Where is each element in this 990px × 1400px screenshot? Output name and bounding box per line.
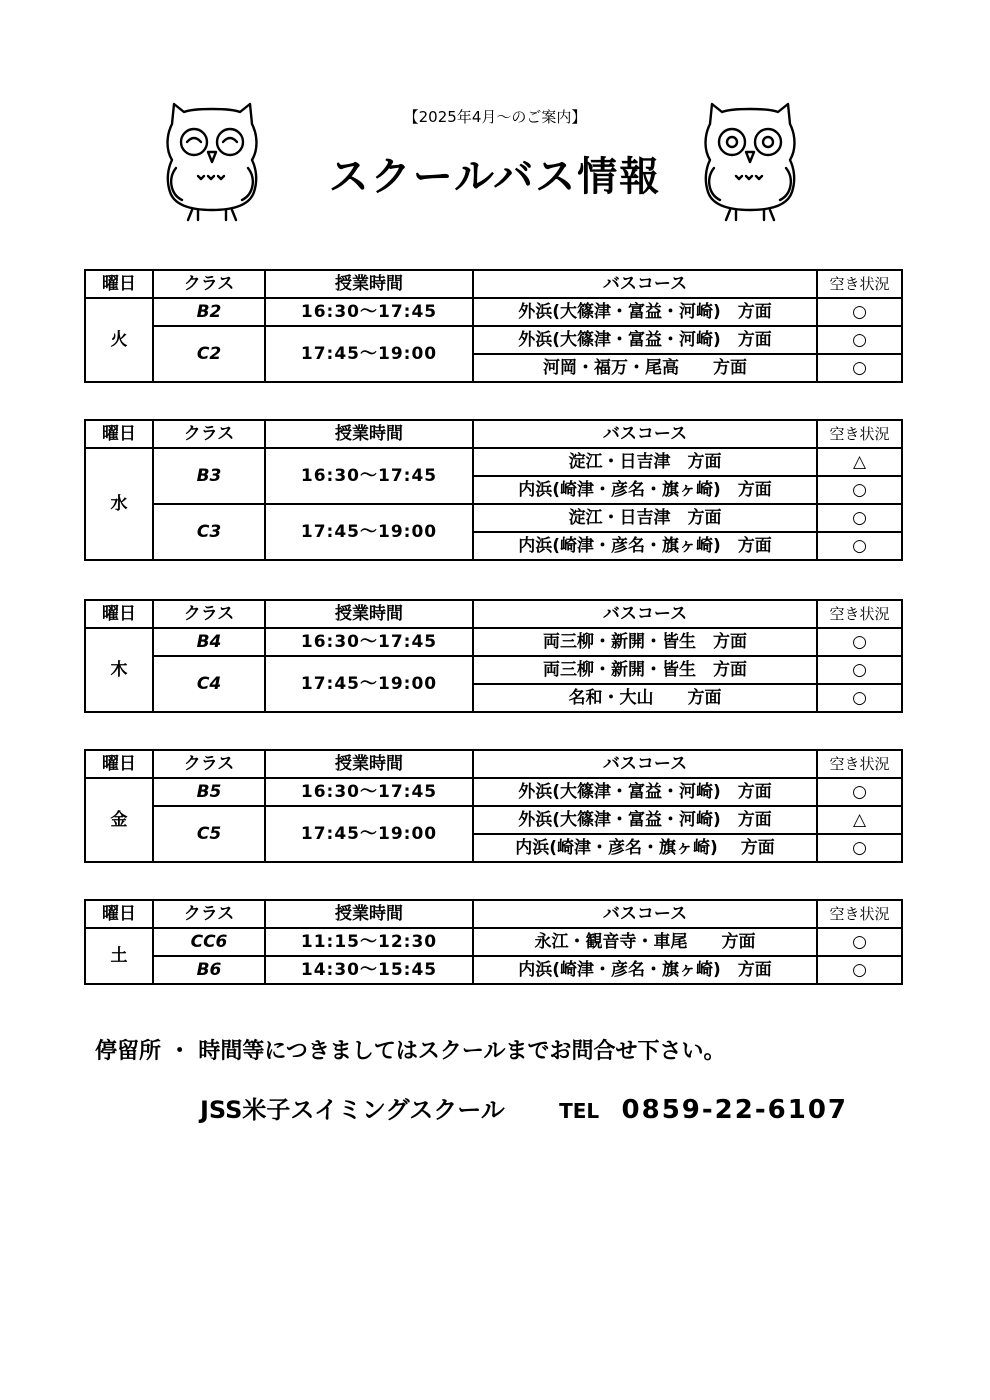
tel-label: TEL — [559, 1099, 600, 1123]
header-day: 曜日 — [85, 420, 153, 448]
course-cell: 外浜(大篠津・富益・河崎) 方面 — [473, 806, 817, 834]
footer — [200, 1090, 848, 1125]
class-cell: CC6 — [153, 928, 265, 956]
table-header-row — [85, 750, 902, 778]
course-cell: 内浜(崎津・彦名・旗ヶ崎) 方面 — [473, 834, 817, 862]
schedule-table-saturday — [84, 899, 903, 985]
status-cell: ○ — [817, 326, 902, 354]
header-status: 空き状況 — [817, 750, 902, 778]
table-row — [85, 448, 902, 476]
class-cell: C3 — [153, 504, 265, 560]
class-cell: B2 — [153, 298, 265, 326]
owl-left-illustration — [162, 102, 262, 222]
table-row — [85, 928, 902, 956]
header-class: クラス — [153, 270, 265, 298]
status-cell: ○ — [817, 928, 902, 956]
time-cell: 16:30～17:45 — [265, 298, 473, 326]
time-cell: 17:45～19:00 — [265, 326, 473, 382]
time-cell: 14:30～15:45 — [265, 956, 473, 984]
table-row — [85, 298, 902, 326]
class-cell: C2 — [153, 326, 265, 382]
status-cell: ○ — [817, 354, 902, 382]
schedule-table-wednesday — [84, 419, 903, 561]
time-cell: 16:30～17:45 — [265, 628, 473, 656]
header-status: 空き状況 — [817, 900, 902, 928]
header-time: 授業時間 — [265, 270, 473, 298]
header-class: クラス — [153, 420, 265, 448]
course-cell: 内浜(崎津・彦名・旗ヶ崎) 方面 — [473, 476, 817, 504]
status-cell: ○ — [817, 532, 902, 560]
table-header-row — [85, 600, 902, 628]
header-status: 空き状況 — [817, 270, 902, 298]
owl-right-illustration — [700, 102, 800, 222]
header-time: 授業時間 — [265, 600, 473, 628]
status-cell: ○ — [817, 684, 902, 712]
class-cell: B6 — [153, 956, 265, 984]
table-header-row — [85, 420, 902, 448]
page-title: スクールバス情報 — [328, 154, 662, 200]
table-row — [85, 956, 902, 984]
status-cell: ○ — [817, 778, 902, 806]
status-cell: ○ — [817, 656, 902, 684]
header-time: 授業時間 — [265, 900, 473, 928]
status-cell: ○ — [817, 504, 902, 532]
status-cell: △ — [817, 806, 902, 834]
course-cell: 永江・観音寺・車尾 方面 — [473, 928, 817, 956]
table-header-row — [85, 270, 902, 298]
header-course: バスコース — [473, 600, 817, 628]
status-cell: ○ — [817, 298, 902, 326]
course-cell: 内浜(崎津・彦名・旗ヶ崎) 方面 — [473, 956, 817, 984]
header-status: 空き状況 — [817, 600, 902, 628]
time-cell: 16:30～17:45 — [265, 448, 473, 504]
table-row — [85, 806, 902, 834]
table-row — [85, 778, 902, 806]
class-cell: B5 — [153, 778, 265, 806]
course-cell: 外浜(大篠津・富益・河崎) 方面 — [473, 326, 817, 354]
header-time: 授業時間 — [265, 420, 473, 448]
course-cell: 両三柳・新開・皆生 方面 — [473, 656, 817, 684]
table-row — [85, 504, 902, 532]
header-course: バスコース — [473, 420, 817, 448]
class-cell: C4 — [153, 656, 265, 712]
table-row — [85, 628, 902, 656]
schedule-table-tuesday — [84, 269, 903, 383]
course-cell: 内浜(崎津・彦名・旗ヶ崎) 方面 — [473, 532, 817, 560]
time-cell: 17:45～19:00 — [265, 806, 473, 862]
table-header-row — [85, 900, 902, 928]
class-cell: C5 — [153, 806, 265, 862]
header-status: 空き状況 — [817, 420, 902, 448]
course-cell: 両三柳・新開・皆生 方面 — [473, 628, 817, 656]
time-cell: 17:45～19:00 — [265, 656, 473, 712]
day-cell: 土 — [85, 928, 153, 984]
course-cell: 河岡・福万・尾高 方面 — [473, 354, 817, 382]
header-day: 曜日 — [85, 750, 153, 778]
course-cell: 淀江・日吉津 方面 — [473, 448, 817, 476]
status-cell: △ — [817, 448, 902, 476]
header-course: バスコース — [473, 270, 817, 298]
header-time: 授業時間 — [265, 750, 473, 778]
course-cell: 外浜(大篠津・富益・河崎) 方面 — [473, 778, 817, 806]
subtitle: 【2025年4月～のご案内】 — [403, 108, 587, 126]
class-cell: B3 — [153, 448, 265, 504]
schedule-table-thursday — [84, 599, 903, 713]
time-cell: 16:30～17:45 — [265, 778, 473, 806]
header-class: クラス — [153, 900, 265, 928]
day-cell: 水 — [85, 448, 153, 560]
header-class: クラス — [153, 750, 265, 778]
status-cell: ○ — [817, 628, 902, 656]
day-cell: 火 — [85, 298, 153, 382]
status-cell: ○ — [817, 956, 902, 984]
status-cell: ○ — [817, 476, 902, 504]
header-course: バスコース — [473, 750, 817, 778]
course-cell: 外浜(大篠津・富益・河崎) 方面 — [473, 298, 817, 326]
header-day: 曜日 — [85, 270, 153, 298]
header-day: 曜日 — [85, 600, 153, 628]
header-day: 曜日 — [85, 900, 153, 928]
header-class: クラス — [153, 600, 265, 628]
day-cell: 木 — [85, 628, 153, 712]
day-cell: 金 — [85, 778, 153, 862]
class-cell: B4 — [153, 628, 265, 656]
contact-notice: 停留所 ・ 時間等につきましてはスクールまでお問合せ下さい。 — [95, 1039, 726, 1064]
time-cell: 11:15～12:30 — [265, 928, 473, 956]
time-cell: 17:45～19:00 — [265, 504, 473, 560]
schedule-table-friday — [84, 749, 903, 863]
table-row — [85, 326, 902, 354]
tel-number: 0859-22-6107 — [621, 1095, 849, 1125]
header-course: バスコース — [473, 900, 817, 928]
school-name: JSS米子スイミングスクール — [200, 1096, 505, 1124]
status-cell: ○ — [817, 834, 902, 862]
course-cell: 名和・大山 方面 — [473, 684, 817, 712]
table-row — [85, 656, 902, 684]
course-cell: 淀江・日吉津 方面 — [473, 504, 817, 532]
